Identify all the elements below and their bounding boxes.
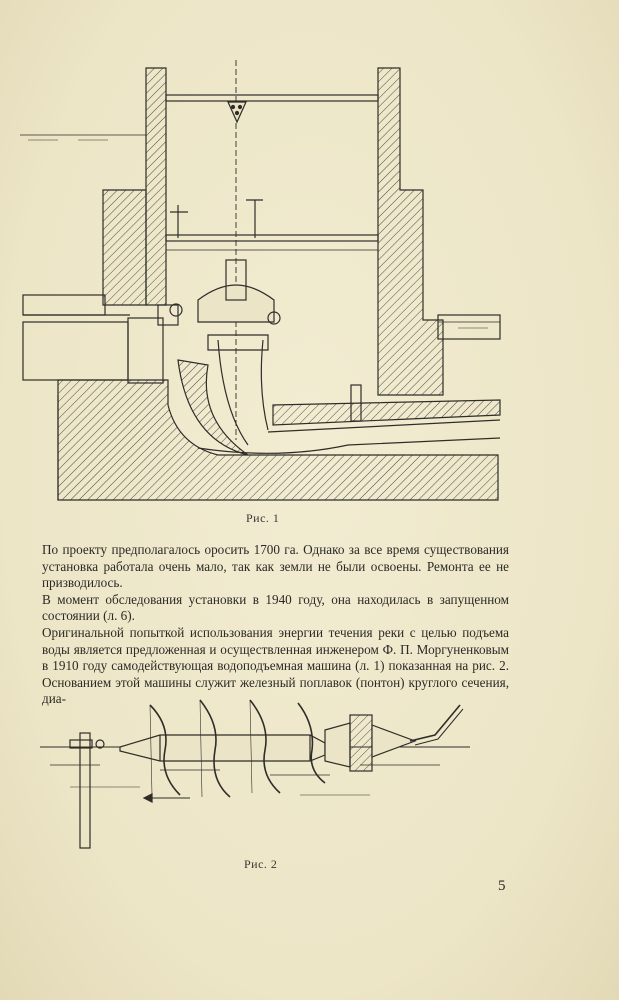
paragraph-3: Оригинальной попыткой использования энергии течения реки с целью подъема воды является предложенная и осуществленная инженером Ф. П. Моргуненковым в 1910 году самодействующая водоподъемная машина (л. 1) показанная на рис. 2. Основанием этой машины служит железный поплавок (понтон) круглого сечения, диа- [42,624,509,707]
water-lifting-machine-drawing [40,695,480,860]
figure-2-caption: Рис. 2 [244,857,278,871]
turbine-installation-drawing [18,60,508,505]
body-text [42,542,509,708]
paragraph-1: По проекту предполагалось оросить 1700 га. Однако за все время существования установка работала очень мало, так как земли не были освоены. Ремонта ее не призводилось. [42,542,509,591]
paragraph-2: В момент обследования установки в 1940 году, она находилась в запущенном состоянии (л. 6). [42,591,509,624]
figure-1-caption: Рис. 1 [246,511,280,525]
page-number: 5 [498,878,506,894]
